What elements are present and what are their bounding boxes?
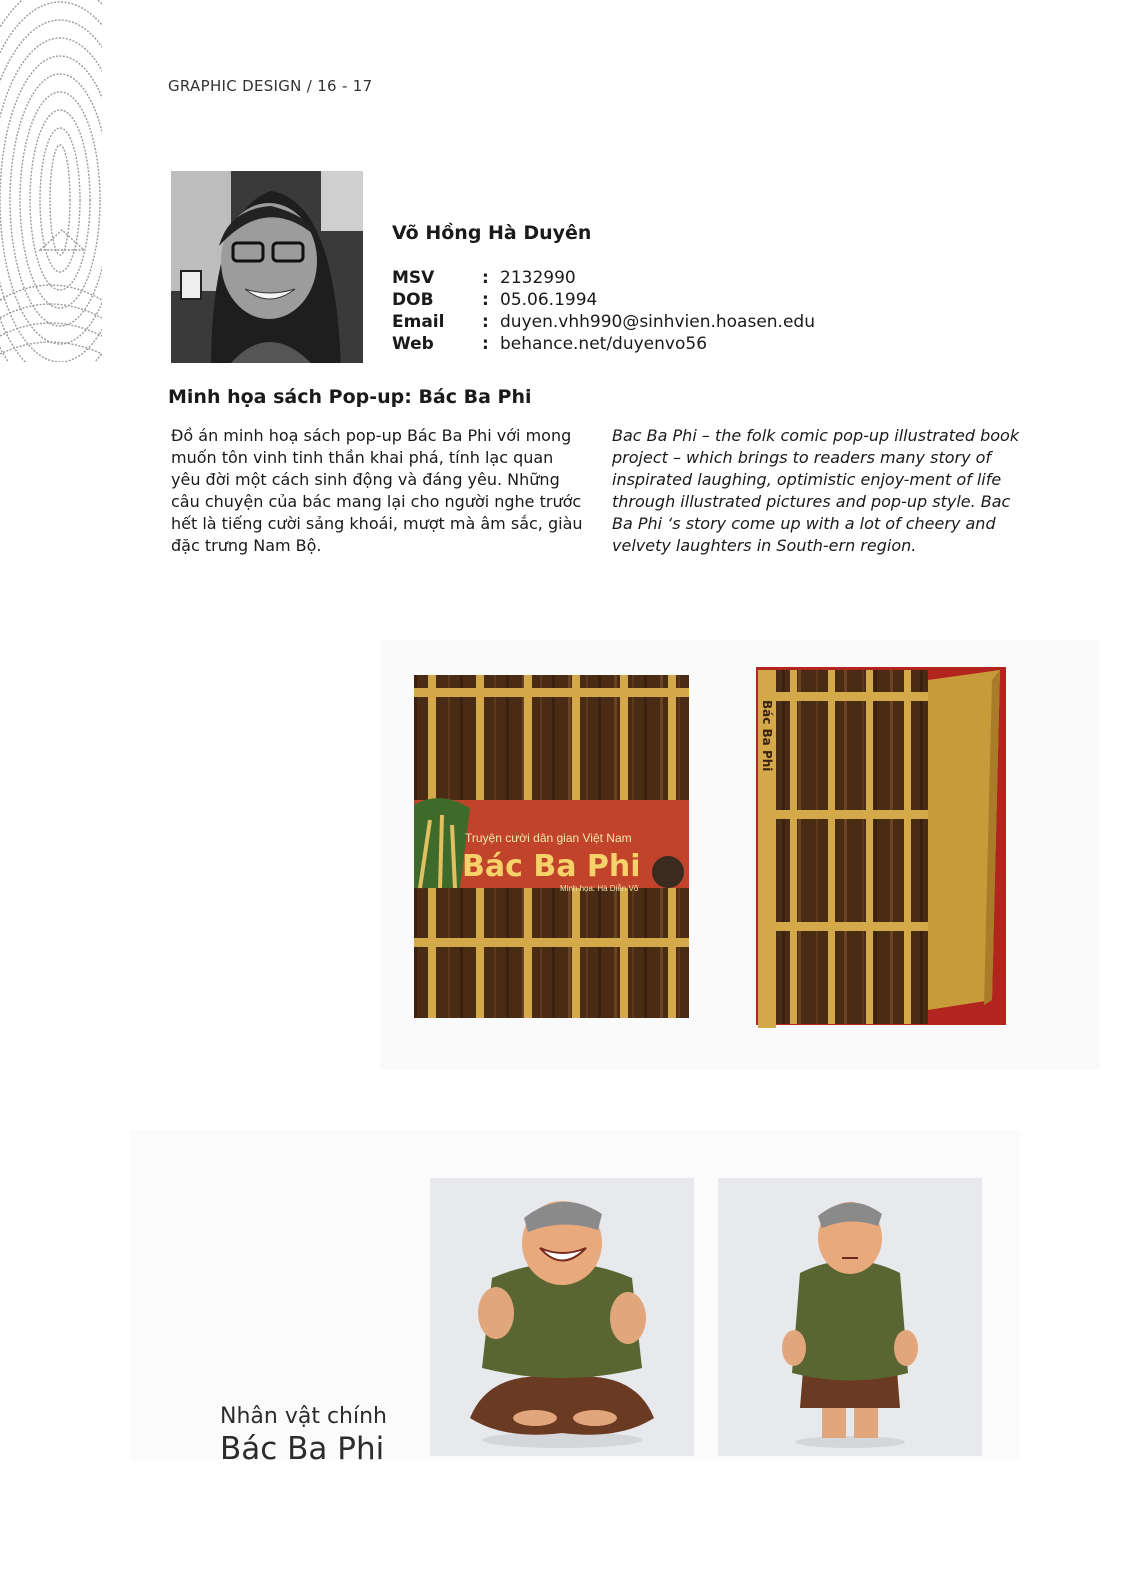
book-mockup bbox=[380, 640, 1100, 1070]
project-title: Minh họa sách Pop-up: Bác Ba Phi bbox=[168, 386, 532, 408]
info-row-web bbox=[392, 333, 815, 355]
character-section bbox=[130, 1130, 1020, 1467]
closed-book bbox=[414, 675, 689, 1018]
character-caption bbox=[220, 1404, 387, 1467]
info-row-email bbox=[392, 311, 815, 333]
open-book bbox=[756, 667, 1006, 1028]
info-label: Email bbox=[392, 312, 445, 332]
info-colon: : bbox=[482, 334, 489, 354]
description-english: Bac Ba Phi – the folk comic pop-up illustrated book project – which brings to readers many story of inspirated laughing, optimistic enjoy-ment of life through illustrated pictures and pop-up style. Bac Ba Phi ‘s story come up with a lot of cheery and velvety laughters in South-ern region. bbox=[612, 426, 1020, 555]
fingerprint-decoration bbox=[0, 0, 102, 362]
info-label: Web bbox=[392, 334, 434, 354]
info-value: 05.06.1994 bbox=[500, 290, 598, 310]
info-colon: : bbox=[482, 312, 489, 332]
profile-photo bbox=[171, 171, 363, 363]
info-row-msv bbox=[392, 267, 815, 289]
info-value: 2132990 bbox=[500, 268, 576, 288]
info-label: DOB bbox=[392, 290, 434, 310]
book-credit: Minh họa: Hà Diễn Võ bbox=[560, 884, 639, 893]
web-value: behance.net/duyenvo56 bbox=[500, 334, 708, 354]
character-standing bbox=[718, 1178, 982, 1456]
student-name: Võ Hồng Hà Duyên bbox=[392, 222, 592, 244]
info-colon: : bbox=[482, 290, 489, 310]
caption-line-2: Bác Ba Phi bbox=[220, 1431, 385, 1467]
book-subtitle: Truyện cười dân gian Việt Nam bbox=[465, 831, 632, 845]
email-value: duyen.vhh990@sinhvien.hoasen.edu bbox=[500, 312, 815, 332]
page-header: GRAPHIC DESIGN / 16 - 17 bbox=[168, 77, 373, 95]
description-vietnamese: Đồ án minh hoạ sách pop-up Bác Ba Phi với mong muốn tôn vinh tinh thần khai phá, tính lạc quan yêu đời một cách sinh động và đáng yêu. Những câu chuyện của bác mang lại cho người nghe trước hết là tiếng cười sảng khoái, mượt mà âm sắc, giàu đặc trưng Nam Bộ. bbox=[171, 426, 583, 555]
caption-line-1: Nhân vật chính bbox=[220, 1404, 387, 1429]
info-label: MSV bbox=[392, 268, 435, 288]
info-colon: : bbox=[482, 268, 489, 288]
profile-info bbox=[392, 267, 815, 355]
book-spine-text: Bác Ba Phi bbox=[760, 700, 774, 772]
info-row-dob bbox=[392, 289, 815, 311]
book-title: Bác Ba Phi bbox=[462, 849, 641, 884]
character-laughing bbox=[430, 1178, 694, 1456]
